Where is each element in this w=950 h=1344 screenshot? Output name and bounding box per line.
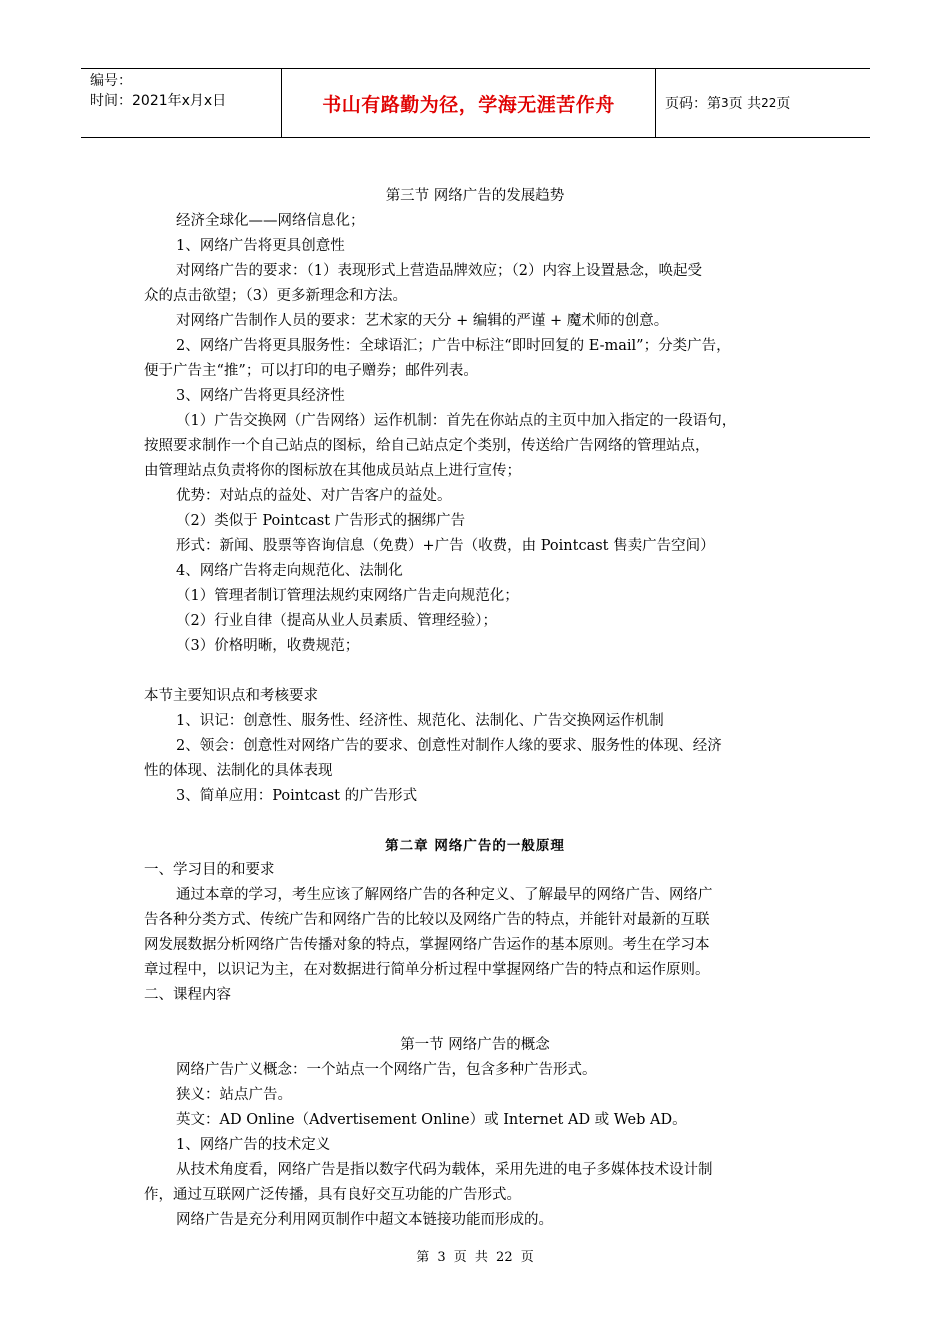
text-line: 网发展数据分析网络广告传播对象的特点，掌握网络广告运作的基本原则。考生在学习本: [144, 937, 710, 953]
text-line: 4、网络广告将走向规范化、法制化: [176, 563, 403, 579]
text-line: 作，通过互联网广泛传播，具有良好交互功能的广告形式。: [144, 1187, 521, 1203]
text-line: 对网络广告制作人员的要求：艺术家的天分 + 编辑的严谨 + 魔术师的创意。: [176, 313, 669, 329]
page-total: 22: [761, 96, 777, 110]
page-current: 3: [721, 96, 729, 110]
page-header: [81, 68, 870, 138]
chapter-heading: 第二章 网络广告的一般原理: [385, 838, 565, 854]
text-line: 狭义：站点广告。: [176, 1087, 292, 1103]
page-footer: 第 3 页 共 22 页: [416, 1250, 534, 1265]
text-line: 由管理站点负责将你的图标放在其他成员站点上进行宣传；: [144, 463, 521, 479]
text-line: 从技术角度看，网络广告是指以数字代码为载体，采用先进的电子多媒体技术设计制: [176, 1162, 713, 1178]
text-line: 网络广告是充分利用网页制作中超文本链接功能而形成的。: [176, 1212, 553, 1228]
text-line: 性的体现、法制化的具体表现: [144, 763, 333, 779]
text-line: 一、学习目的和要求: [144, 862, 275, 878]
text-line: 众的点击欲望；（3）更多新理念和方法。: [144, 288, 407, 304]
header-meta: [81, 69, 282, 137]
text-line: （2）行业自律（提高从业人员素质、管理经验）；: [176, 613, 497, 629]
text-line: 按照要求制作一个自己站点的图标，给自己站点定个类别，传送给广告网络的管理站点，: [144, 438, 710, 454]
text-line: 本节主要知识点和考核要求: [144, 688, 318, 704]
page-suffix: 页: [776, 96, 791, 112]
text-line: 1、网络广告的技术定义: [176, 1137, 331, 1153]
text-line: 经济全球化——网络信息化；: [176, 213, 365, 229]
text-line: 便于广告主“推”；可以打印的电子赠券；邮件列表。: [144, 363, 478, 379]
text-line: 优势：对站点的益处、对广告客户的益处。: [176, 488, 452, 504]
text-line: 3、网络广告将更具经济性: [176, 388, 345, 404]
text-line: （1）管理者制订管理法规约束网络广告走向规范化；: [176, 588, 519, 604]
header-time: 时间：2021年x月x日: [90, 93, 227, 109]
text-line: 1、识记：创意性、服务性、经济性、规范化、法制化、广告交换网运作机制: [176, 713, 664, 729]
text-line: 2、领会：创意性对网络广告的要求、创意性对制作人缘的要求、服务性的体现、经济: [176, 738, 722, 754]
text-line: 英文：AD Online（Advertisement Online）或 Internet AD 或 Web AD。: [176, 1112, 687, 1128]
page-prefix: 页码：第: [665, 96, 721, 112]
text-line: 对网络广告的要求：（1）表现形式上营造品牌效应；（2）内容上设置悬念，唤起受: [176, 263, 702, 279]
text-line: 告各种分类方式、传统广告和网络广告的比较以及网络广告的特点，并能针对最新的互联: [144, 912, 710, 928]
text-line: 3、简单应用：Pointcast 的广告形式: [176, 788, 418, 804]
text-line: （3）价格明晰，收费规范；: [176, 638, 360, 654]
section-heading: 第一节 网络广告的概念: [400, 1037, 550, 1053]
text-line: 章过程中，以识记为主，在对数据进行简单分析过程中掌握网络广告的特点和运作原则。: [144, 962, 710, 978]
header-number: 编号：: [90, 73, 132, 89]
header-page-info: [656, 69, 870, 137]
text-line: 1、网络广告将更具创意性: [176, 238, 345, 254]
text-line: 形式：新闻、股票等咨询信息（免费）+广告（收费，由 Pointcast 售卖广告空间）: [176, 538, 715, 554]
text-line: （2）类似于 Pointcast 广告形式的捆绑广告: [176, 513, 466, 529]
text-line: 通过本章的学习，考生应该了解网络广告的各种定义、了解最早的网络广告、网络广: [176, 887, 713, 903]
header-motto: 书山有路勤为径，学海无涯苦作舟: [282, 69, 656, 137]
text-line: 网络广告广义概念：一个站点一个网络广告，包含多种广告形式。: [176, 1062, 597, 1078]
section-heading: 第三节 网络广告的发展趋势: [385, 188, 565, 204]
page-mid: 页 共: [728, 96, 762, 112]
text-line: 二、课程内容: [144, 987, 231, 1003]
text-line: 2、网络广告将更具服务性：全球语汇；广告中标注“即时回复的 E-mail”；分类广告，: [176, 338, 731, 354]
text-line: （1）广告交换网（广告网络）运作机制：首先在你站点的主页中加入指定的一段语句，: [176, 413, 737, 429]
